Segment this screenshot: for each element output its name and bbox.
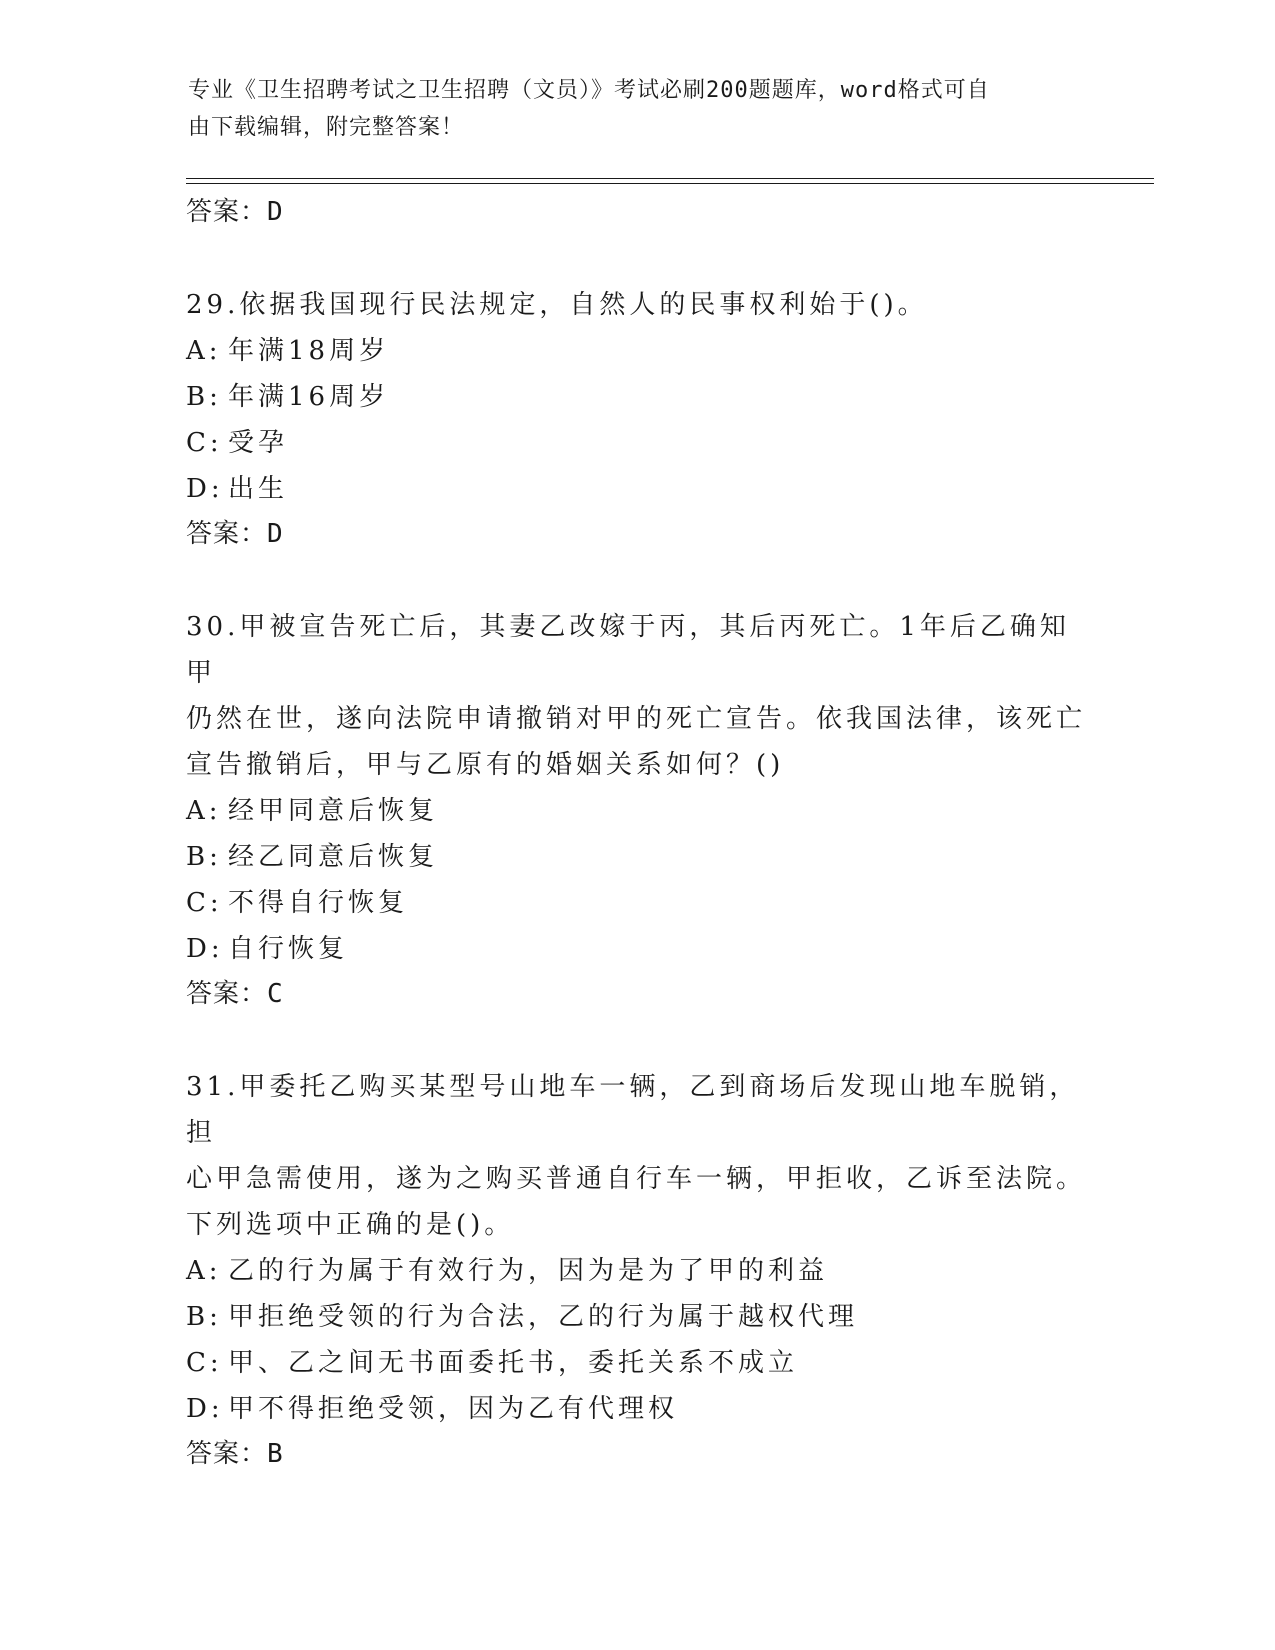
- question-answer: 答案：B: [186, 1439, 284, 1469]
- option-key: A:: [186, 796, 222, 826]
- option-d: [186, 926, 1086, 972]
- header-line-2: 由下载编辑，附完整答案！: [188, 115, 465, 140]
- option-key: D:: [186, 1394, 224, 1424]
- option-d: [186, 1386, 1086, 1432]
- question-stem: 29.依据我国现行民法规定，自然人的民事权利始于()。: [186, 290, 928, 320]
- option-text: 受孕: [228, 428, 289, 458]
- option-a: [186, 1248, 1086, 1294]
- option-b: [186, 1294, 1086, 1340]
- question-31: [186, 1064, 1086, 1476]
- option-key: C:: [186, 1348, 223, 1378]
- previous-answer: 答案：D: [186, 197, 284, 227]
- question-stem-line: 宣告撤销后，甲与乙原有的婚姻关系如何？(): [186, 750, 785, 780]
- option-d: [186, 466, 1086, 512]
- question-list: [186, 190, 1086, 1476]
- question-answer: 答案：D: [186, 519, 284, 549]
- option-c: [186, 1340, 1086, 1386]
- option-key: B:: [186, 1302, 222, 1332]
- option-key: C:: [186, 888, 223, 918]
- option-text: 自行恢复: [228, 934, 349, 964]
- header-divider-bottom: [186, 183, 1154, 184]
- option-key: D:: [186, 934, 224, 964]
- option-text: 年满16周岁: [228, 382, 390, 412]
- option-key: D:: [186, 474, 224, 504]
- option-c: [186, 880, 1086, 926]
- option-key: B:: [186, 842, 222, 872]
- question-answer: 答案：C: [186, 979, 284, 1009]
- option-a: [186, 788, 1086, 834]
- header-divider-top: [186, 178, 1154, 179]
- question-stem-line: 30.甲被宣告死亡后，其妻乙改嫁于丙，其后丙死亡。1年后乙确知甲: [186, 612, 1070, 688]
- option-text: 甲拒绝受领的行为合法，乙的行为属于越权代理: [228, 1302, 859, 1332]
- option-text: 乙的行为属于有效行为，因为是为了甲的利益: [228, 1256, 829, 1286]
- question-29: [186, 282, 1086, 556]
- question-stem-line: 31.甲委托乙购买某型号山地车一辆，乙到商场后发现山地车脱销，担: [186, 1072, 1080, 1148]
- option-key: A:: [186, 336, 222, 366]
- option-text: 出生: [228, 474, 289, 504]
- question-stem-line: 下列选项中正确的是()。: [186, 1210, 515, 1240]
- option-text: 经乙同意后恢复: [228, 842, 439, 872]
- option-text: 甲不得拒绝受领，因为乙有代理权: [228, 1394, 679, 1424]
- option-b: [186, 374, 1086, 420]
- question-stem-line: 仍然在世，遂向法院申请撤销对甲的死亡宣告。依我国法律，该死亡: [186, 704, 1087, 734]
- option-text: 甲、乙之间无书面委托书，委托关系不成立: [228, 1348, 799, 1378]
- document-header: [188, 72, 1088, 146]
- option-text: 年满18周岁: [228, 336, 390, 366]
- option-c: [186, 420, 1086, 466]
- option-a: [186, 328, 1086, 374]
- header-line-1: 专业《卫生招聘考试之卫生招聘（文员）》考试必刷200题题库，word格式可自: [188, 78, 990, 103]
- option-key: C:: [186, 428, 223, 458]
- option-key: A:: [186, 1256, 222, 1286]
- option-b: [186, 834, 1086, 880]
- option-text: 经甲同意后恢复: [228, 796, 439, 826]
- question-stem-line: 心甲急需使用，遂为之购买普通自行车一辆，甲拒收，乙诉至法院。: [186, 1164, 1087, 1194]
- option-key: B:: [186, 382, 222, 412]
- question-30: [186, 604, 1086, 1016]
- option-text: 不得自行恢复: [228, 888, 409, 918]
